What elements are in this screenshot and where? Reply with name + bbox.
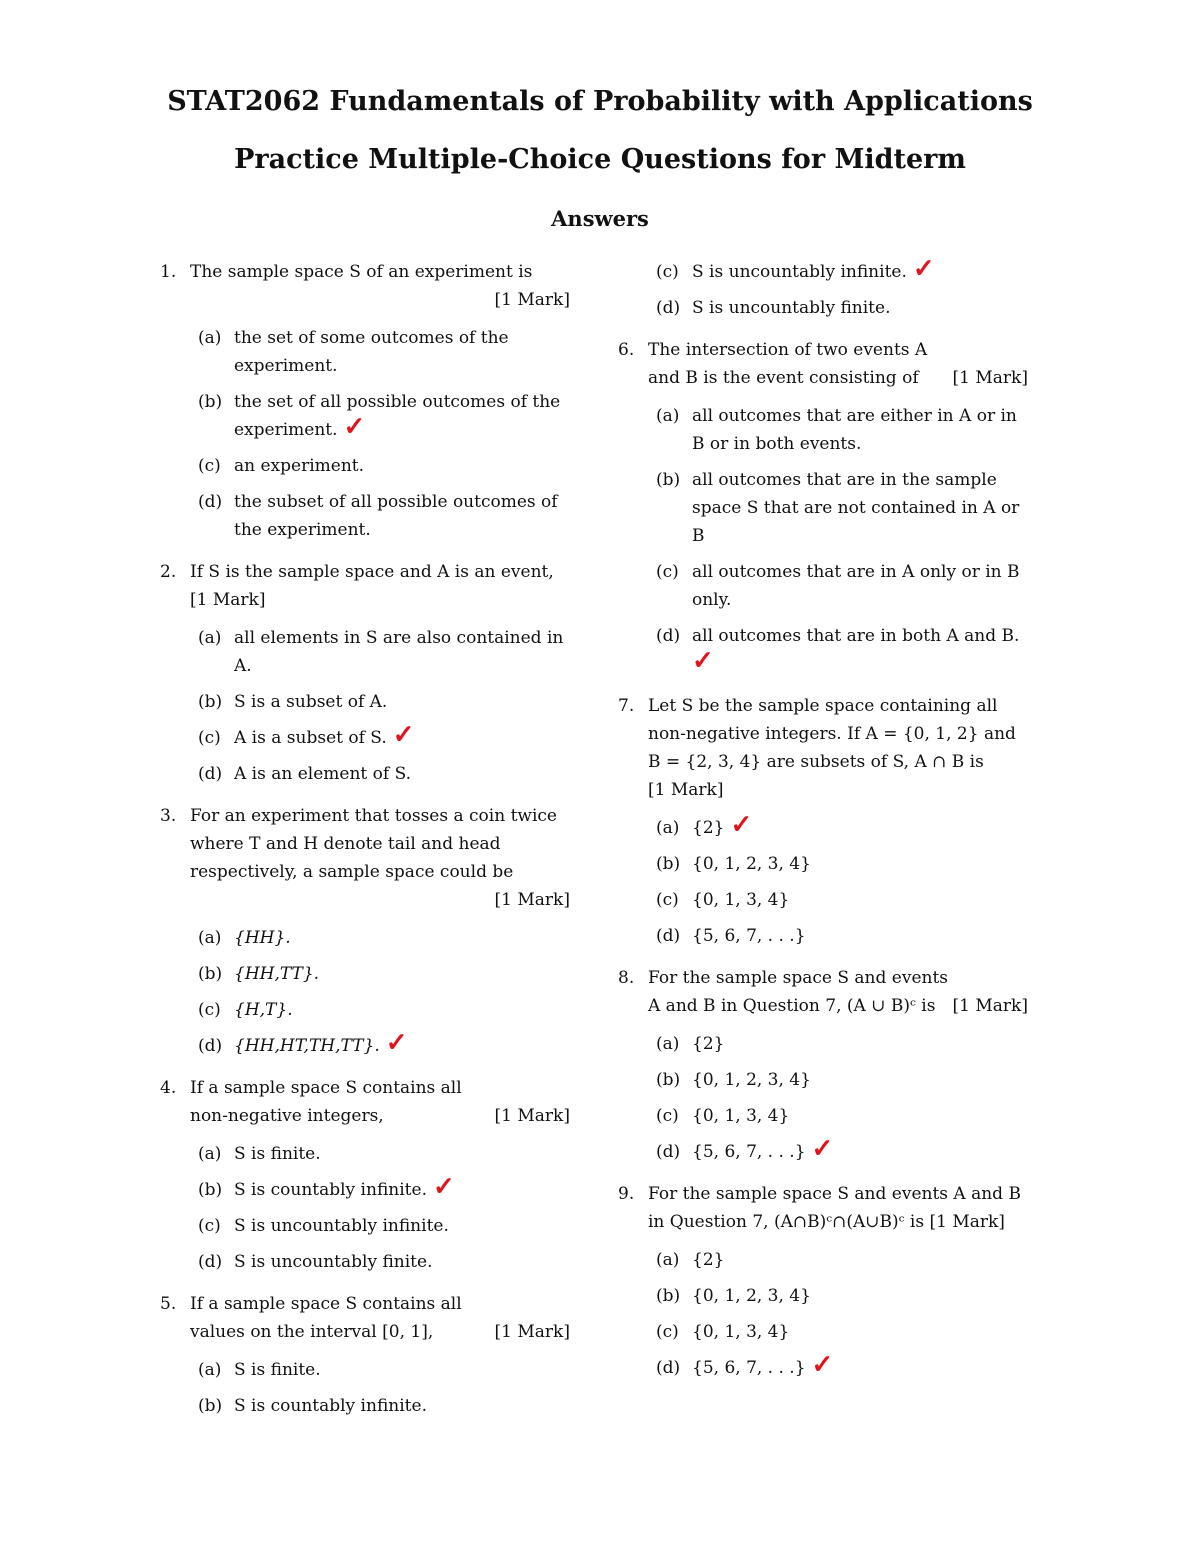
option (656, 402, 1028, 458)
option-label: (d) (198, 492, 223, 512)
option (198, 960, 570, 988)
option-label: (a) (198, 1360, 222, 1380)
option-text: {0, 1, 3, 4} (692, 1106, 790, 1126)
option-label: (b) (656, 470, 681, 490)
option (198, 1212, 570, 1240)
question-2 (160, 558, 570, 788)
page-subtitle: Practice Multiple-Choice Questions for Midterm (234, 144, 966, 175)
question-stem: The sample space S of an experiment is (190, 262, 533, 282)
option-label: (a) (656, 818, 680, 838)
check-mark-icon: ✓ (385, 1028, 408, 1058)
option-label: (d) (656, 1142, 681, 1162)
option-text: all outcomes that are in A only or in B only. (692, 562, 1020, 610)
option (656, 810, 1028, 842)
question-6 (618, 336, 1028, 678)
option-text: {0, 1, 2, 3, 4} (692, 854, 811, 874)
option (656, 466, 1028, 550)
question-5-continued (618, 254, 1028, 322)
option-text: A is an element of S. (234, 764, 412, 784)
option-text: {HH}. (234, 928, 291, 948)
option-label: (d) (198, 1036, 223, 1056)
question-number: 7. (618, 696, 635, 716)
option-label: (b) (656, 854, 681, 874)
check-mark-icon: ✓ (730, 810, 753, 840)
option-text: S is countably infinite. (234, 1180, 427, 1200)
option-label: (b) (198, 964, 223, 984)
check-mark-icon: ✓ (432, 1172, 455, 1202)
option-label: (c) (198, 1000, 221, 1020)
left-column (160, 258, 570, 1428)
option-label: (c) (656, 1322, 679, 1342)
check-mark-icon: ✓ (343, 412, 366, 442)
option-label: (a) (198, 328, 222, 348)
question-number: 4. (160, 1078, 177, 1098)
option (198, 324, 570, 380)
option-text: {HH,HT,TH,TT}. (234, 1036, 380, 1056)
question-stem: For the sample space S and events A and B in Question 7, (A ∪ B)ᶜ is (648, 968, 949, 1016)
question-4 (160, 1074, 570, 1276)
option-label: (d) (198, 764, 223, 784)
option-text: S is finite. (234, 1144, 321, 1164)
option (198, 1248, 570, 1276)
option-text: the set of some outcomes of the experiment. (234, 328, 509, 376)
question-number: 5. (160, 1294, 177, 1314)
question-8 (618, 964, 1028, 1166)
option (198, 388, 570, 444)
mark-label: [1 Mark] (648, 780, 724, 800)
mark-label: [1 Mark] (494, 1106, 570, 1126)
question-stem: If a sample space S contains all values on the interval [0, 1], (190, 1294, 462, 1342)
mark-label: [1 Mark] (190, 590, 266, 610)
question-stem: If a sample space S contains all non-negative integers, (190, 1078, 462, 1126)
question-number: 9. (618, 1184, 635, 1204)
option-label: (d) (656, 298, 681, 318)
mark-label: [1 Mark] (929, 1212, 1005, 1232)
option-text: {5, 6, 7, . . .} (692, 926, 806, 946)
mark-label: [1 Mark] (952, 368, 1028, 388)
option (656, 1066, 1028, 1094)
option (656, 922, 1028, 950)
option (656, 254, 1028, 286)
option-text: S is a subset of A. (234, 692, 388, 712)
option-label: (d) (656, 626, 681, 646)
option-text: {0, 1, 3, 4} (692, 1322, 790, 1342)
option-label: (b) (656, 1070, 681, 1090)
question-number: 2. (160, 562, 177, 582)
option-text: {0, 1, 3, 4} (692, 890, 790, 910)
option-text: all outcomes that are either in A or in B or in both events. (692, 406, 1017, 454)
check-mark-icon: ✓ (392, 720, 415, 750)
option-label: (a) (198, 1144, 222, 1164)
option (656, 1350, 1028, 1382)
option-text: S is uncountably finite. (234, 1252, 433, 1272)
check-mark-icon: ✓ (811, 1134, 834, 1164)
question-number: 6. (618, 340, 635, 360)
option-label: (a) (656, 406, 680, 426)
option-label: (d) (656, 926, 681, 946)
option-text: S is uncountably infinite. (234, 1216, 449, 1236)
option-label: (a) (656, 1250, 680, 1270)
option-text: {5, 6, 7, . . .} (692, 1358, 806, 1378)
option (656, 294, 1028, 322)
mark-label: [1 Mark] (952, 996, 1028, 1016)
mark-label: [1 Mark] (494, 290, 570, 310)
option-label: (c) (198, 728, 221, 748)
option (198, 688, 570, 716)
option (656, 1318, 1028, 1346)
option-text: all elements in S are also contained in A. (234, 628, 564, 676)
option (198, 720, 570, 752)
question-3 (160, 802, 570, 1060)
check-mark-icon: ✓ (811, 1350, 834, 1380)
option (198, 1028, 570, 1060)
option (656, 1282, 1028, 1310)
option-label: (b) (198, 392, 223, 412)
option-text: an experiment. (234, 456, 365, 476)
option-text: {5, 6, 7, . . .} (692, 1142, 806, 1162)
option-label: (a) (198, 628, 222, 648)
option (656, 1134, 1028, 1166)
option-text: {0, 1, 2, 3, 4} (692, 1286, 811, 1306)
question-stem: For an experiment that tosses a coin twice where T and H denote tail and head respectively, a sample space could be (190, 806, 557, 882)
question-5 (160, 1290, 570, 1420)
section-heading: Answers (551, 206, 649, 231)
course-title: STAT2062 Fundamentals of Probability with Applications (167, 86, 1033, 117)
option-label: (d) (656, 1358, 681, 1378)
option-text: S is uncountably finite. (692, 298, 891, 318)
option (656, 622, 1028, 678)
right-column (618, 254, 1028, 1390)
option-text: {0, 1, 2, 3, 4} (692, 1070, 811, 1090)
option (198, 624, 570, 680)
option (656, 850, 1028, 878)
option-text: {H,T}. (234, 1000, 293, 1020)
option-text: the subset of all possible outcomes of the experiment. (234, 492, 558, 540)
option-label: (a) (656, 1034, 680, 1054)
question-9 (618, 1180, 1028, 1382)
option-label: (a) (198, 928, 222, 948)
question-stem: The intersection of two events A and B is the event consisting of (648, 340, 928, 388)
option-text: the set of all possible outcomes of the experiment. (234, 392, 561, 440)
question-stem: For the sample space S and events A and B in Question 7, (A∩B)ᶜ∩(A∪B)ᶜ is (648, 1184, 1021, 1232)
option-text: S is uncountably infinite. (692, 262, 907, 282)
question-7 (618, 692, 1028, 950)
option-label: (c) (198, 1216, 221, 1236)
option-label: (c) (656, 1106, 679, 1126)
option-label: (c) (656, 562, 679, 582)
option-text: {2} (692, 1034, 725, 1054)
option (198, 924, 570, 952)
option (198, 1172, 570, 1204)
question-stem: Let S be the sample space containing all non-negative integers. If A = {0, 1, 2} and B = {2, 3, 4} are subsets of S, A ∩ B is (648, 696, 1016, 772)
option (198, 1140, 570, 1168)
option-label: (b) (198, 1396, 223, 1416)
question-stem: If S is the sample space and A is an event, (190, 562, 554, 582)
check-mark-icon: ✓ (692, 646, 714, 676)
option-text: {2} (692, 818, 725, 838)
option (656, 1102, 1028, 1130)
option-label: (b) (198, 692, 223, 712)
option (656, 1246, 1028, 1274)
option-label: (c) (656, 262, 679, 282)
option-label: (c) (198, 456, 221, 476)
option-text: S is finite. (234, 1360, 321, 1380)
option-label: (b) (656, 1286, 681, 1306)
mark-label: [1 Mark] (494, 1322, 570, 1342)
option (198, 1392, 570, 1420)
option-text: S is countably infinite. (234, 1396, 427, 1416)
option (656, 1030, 1028, 1058)
option-text: all outcomes that are in both A and B. (692, 626, 1020, 646)
option-label: (d) (198, 1252, 223, 1272)
option-text: all outcomes that are in the sample space S that are not contained in A or B (692, 470, 1020, 546)
option-label: (c) (656, 890, 679, 910)
option-text: {2} (692, 1250, 725, 1270)
option (656, 886, 1028, 914)
option (198, 452, 570, 480)
option-text: {HH,TT}. (234, 964, 320, 984)
question-1 (160, 258, 570, 544)
option (198, 488, 570, 544)
check-mark-icon: ✓ (912, 254, 935, 284)
question-number: 1. (160, 262, 177, 282)
question-number: 3. (160, 806, 177, 826)
mark-label: [1 Mark] (494, 890, 570, 910)
option-text: A is a subset of S. (234, 728, 387, 748)
option (656, 558, 1028, 614)
question-number: 8. (618, 968, 635, 988)
option (198, 996, 570, 1024)
option-label: (b) (198, 1180, 223, 1200)
option (198, 1356, 570, 1384)
option (198, 760, 570, 788)
